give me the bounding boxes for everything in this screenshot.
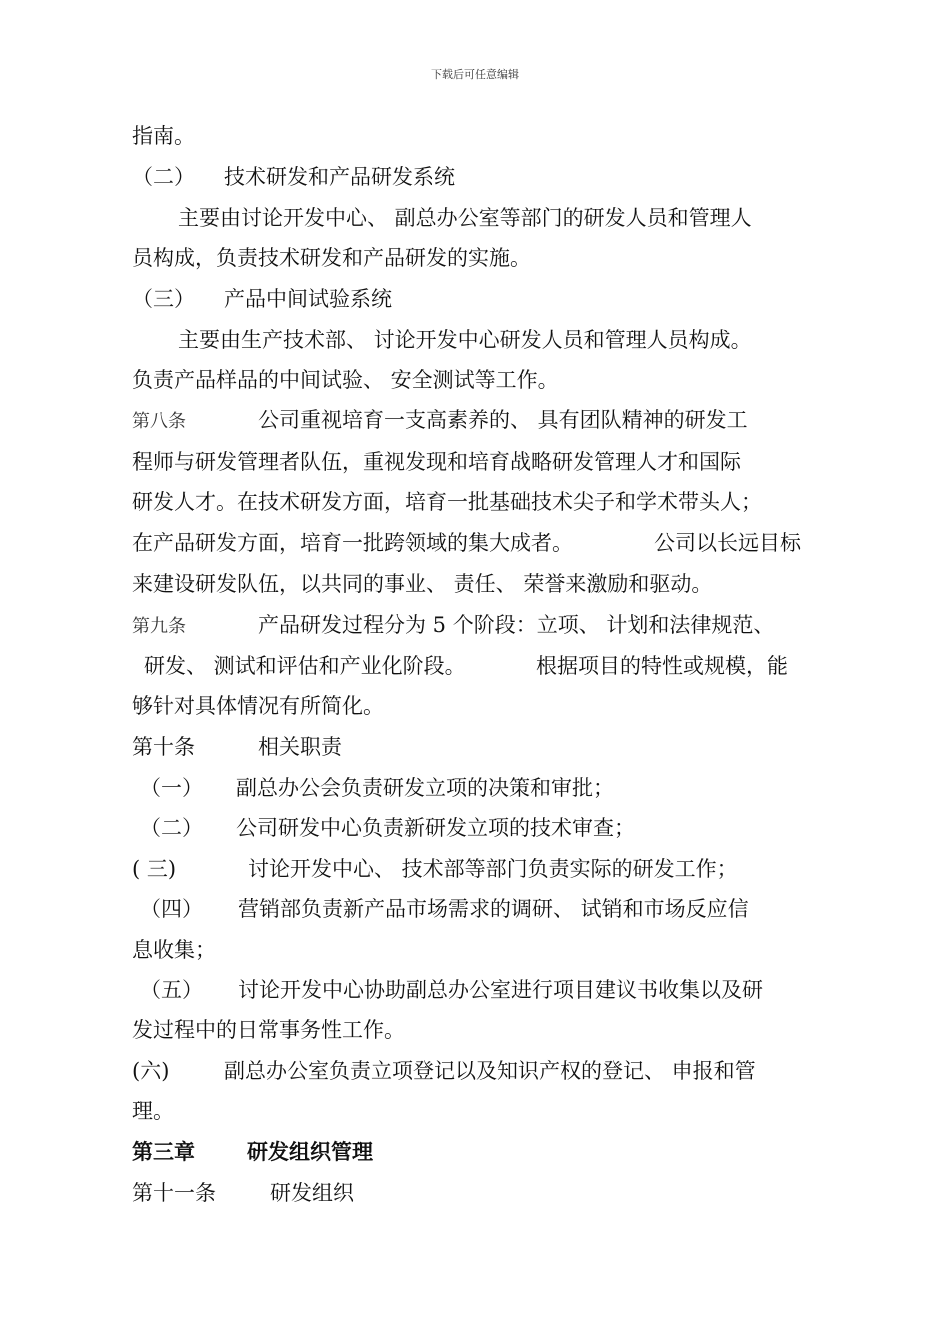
list-number: （一） bbox=[140, 776, 203, 800]
text-line: 研发人才。在技术研发方面，培育一批基础技术尖子和学术带头人； bbox=[132, 490, 762, 514]
list-number: （二） bbox=[140, 816, 203, 840]
page-header: 下载后可任意编辑 bbox=[431, 68, 519, 81]
text-line: 指南。 bbox=[132, 124, 195, 148]
text-line: 来建设研发队伍，以共同的事业、 责任、 荣誉来激励和驱动。 bbox=[132, 572, 713, 596]
text-line: 主要由生产技术部、 讨论开发中心研发人员和管理人员构成。 bbox=[178, 328, 752, 352]
text-line: 主要由讨论开发中心、 副总办公室等部门的研发人员和管理人 bbox=[178, 206, 752, 230]
text-line: 息收集； bbox=[132, 938, 216, 962]
article-number: 第九条 bbox=[132, 616, 186, 637]
article-number: 第十条 bbox=[132, 735, 195, 759]
text-line: 理。 bbox=[132, 1099, 174, 1123]
list-item: 营销部负责新产品市场需求的调研、 试销和市场反应信 bbox=[238, 897, 749, 921]
text-line: 公司以长远目标 bbox=[654, 531, 801, 555]
chapter-number: 第三章 bbox=[132, 1139, 195, 1164]
list-item: 讨论开发中心协助副总办公室进行项目建议书收集以及研 bbox=[238, 978, 763, 1002]
text-line: 公司重视培育一支高素养的、 具有团队精神的研发工 bbox=[258, 408, 748, 432]
text-line: 够针对具体情况有所简化。 bbox=[132, 694, 384, 718]
list-item: 讨论开发中心、 技术部等部门负责实际的研发工作； bbox=[248, 857, 738, 881]
list-item: 副总办公室负责立项登记以及知识产权的登记、 申报和管 bbox=[224, 1059, 756, 1083]
text-line: 产品研发过程分为 5 个阶段：立项、 计划和法律规范、 bbox=[258, 613, 775, 637]
section-number: （二） bbox=[132, 165, 195, 189]
list-item: 公司研发中心负责新研发立项的技术审查； bbox=[236, 816, 635, 840]
text-line: 在产品研发方面，培育一批跨领域的集大成者。 bbox=[132, 531, 573, 555]
text-line: 负责产品样品的中间试验、 安全测试等工作。 bbox=[132, 368, 559, 392]
article-title: 相关职责 bbox=[258, 735, 342, 759]
list-number: （四） bbox=[140, 897, 203, 921]
text-line: 根据项目的特性或规模，能 bbox=[536, 654, 788, 678]
list-number: ( 三) bbox=[132, 857, 177, 881]
list-number: (六) bbox=[132, 1059, 170, 1083]
article-number: 第十一条 bbox=[132, 1181, 216, 1205]
text-line: 发过程中的日常事务性工作。 bbox=[132, 1018, 405, 1042]
article-number: 第八条 bbox=[132, 411, 186, 432]
article-title: 研发组织 bbox=[270, 1181, 354, 1205]
section-title: 技术研发和产品研发系统 bbox=[224, 165, 455, 189]
text-line: 员构成，负责技术研发和产品研发的实施。 bbox=[132, 246, 531, 270]
chapter-title: 研发组织管理 bbox=[247, 1139, 373, 1164]
text-line: 程师与研发管理者队伍，重视发现和培育战略研发管理人才和国际 bbox=[132, 450, 741, 474]
text-line: 研发、 测试和评估和产业化阶段。 bbox=[144, 654, 466, 678]
list-item: 副总办公会负责研发立项的决策和审批； bbox=[236, 776, 614, 800]
section-number: （三） bbox=[132, 287, 195, 311]
section-title: 产品中间试验系统 bbox=[224, 287, 392, 311]
list-number: （五） bbox=[140, 978, 203, 1002]
